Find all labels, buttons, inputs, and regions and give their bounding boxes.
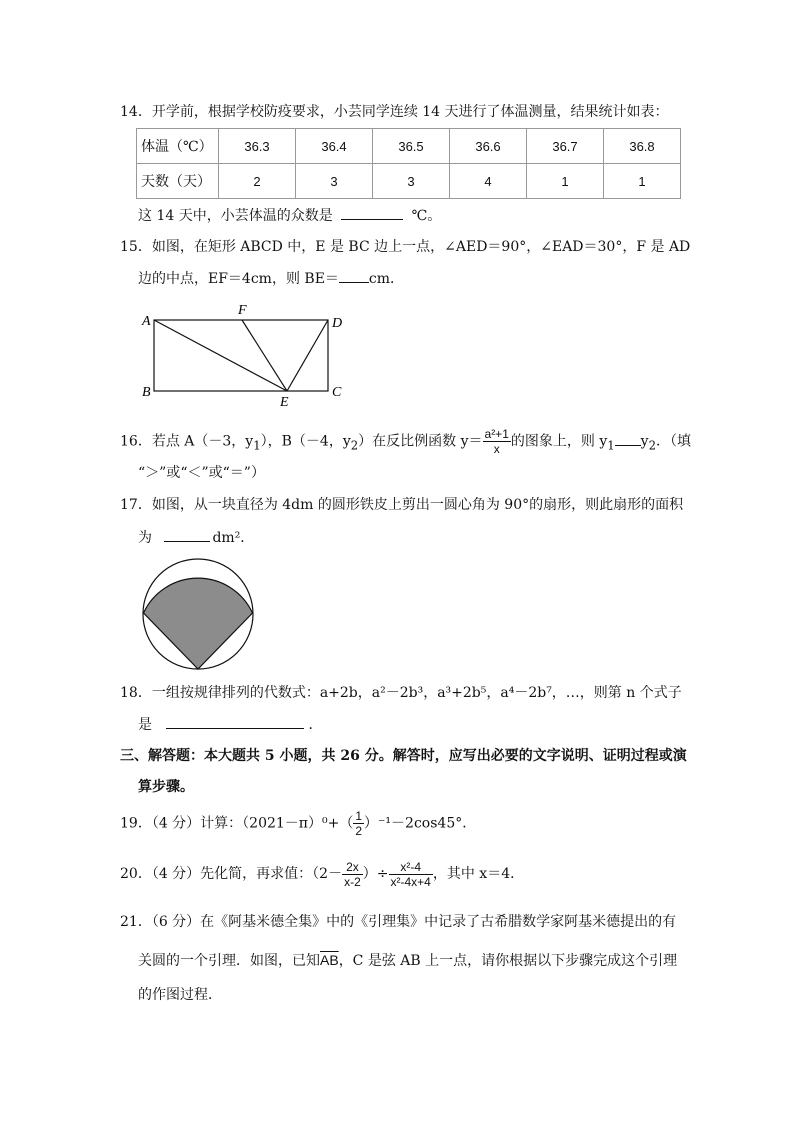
q15-line1: 15．如图，在矩形 ABCD 中，E 是 BC 边上一点，∠AED＝90°，∠EAD＝30°，F 是 AD: [120, 239, 691, 255]
answer-blank[interactable]: [166, 714, 304, 729]
answer-blank[interactable]: [339, 268, 369, 283]
q20-line: [120, 858, 524, 890]
q16-line1: 16．若点 A（－3，$y_1$），B（－4，$y_2$）在反比例函数 y＝ $\frac{\text{a²+1}}{x}$ 的图象上，则 $y_1$ $y_2$．（填: [120, 427, 691, 456]
section3-line1: 三、解答题：本大题共 5 小题，共 26 分。解答时，应写出必要的文字说明、证明过程或演: [120, 748, 687, 764]
q21-line2: [138, 950, 677, 971]
q19-line: [120, 809, 476, 838]
table-cell: 2: [219, 164, 296, 199]
answer-blank[interactable]: [164, 527, 210, 542]
table-cell: 36.7: [527, 129, 604, 164]
q18-line1: 18．一组按规律排列的代数式：a+2b，a²－2b³，a³+2b⁵，a⁴－2b⁷，…，则第 n 个式子: [120, 685, 682, 701]
q21-text: ，C 是弦 AB 上一点，请你根据以下步骤完成这个引理: [338, 953, 678, 969]
q19-text: 19．（4 分）计算：（2021－π）⁰+（: [120, 815, 354, 832]
q21-line3: 的作图过程．: [138, 987, 222, 1003]
q16-text: 16．若点 A（－3，y: [120, 433, 254, 450]
label-b: B: [142, 385, 151, 400]
table-header-days: 天数（天）: [137, 164, 219, 199]
rectangle-figure: [138, 300, 358, 410]
q14-unit: ℃。: [411, 208, 442, 224]
fraction-denominator: x: [493, 442, 500, 456]
table-cell: 36.5: [373, 129, 450, 164]
q16-text: ），B（－4，y: [260, 433, 351, 450]
q20-fraction-2: [389, 860, 433, 889]
segment-ae: [154, 320, 287, 391]
q15-line2a: 边的中点，EF＝4cm，则 BE＝: [138, 271, 339, 287]
arc-ab: $\overline{AB}$: [320, 952, 339, 968]
segment-fe: [242, 320, 287, 391]
q20-fraction-1: [342, 860, 363, 889]
table-header-temperature: 体温（℃）: [137, 129, 219, 164]
q18-text: ．: [308, 717, 323, 733]
fraction-numerator: 2x: [342, 860, 363, 875]
q17-text: dm²．: [212, 530, 255, 546]
fraction-denominator: 2: [355, 824, 363, 838]
q21-line1: 21．（6 分）在《阿基米德全集》中的《引理集》中记录了古希腊数学家阿基米德提出的有: [120, 914, 677, 930]
label-e: E: [280, 395, 289, 410]
q20-text: ）÷: [362, 866, 389, 882]
answer-blank[interactable]: [341, 205, 403, 220]
q18-line2: [138, 714, 322, 735]
table-cell: 36.4: [296, 129, 373, 164]
q16-text: 的图象上，则 y: [510, 433, 608, 450]
q16-text: ．（填: [656, 433, 691, 450]
q20-text: 20．（4 分）先化简，再求值：（2－: [120, 866, 343, 882]
section3-line2: 算步骤。: [138, 779, 194, 795]
q16-sub: 2: [350, 438, 359, 453]
table-cell: 1: [527, 164, 604, 199]
label-c: C: [332, 385, 342, 400]
fraction-numerator: 1: [355, 809, 363, 823]
q19-fraction: [353, 809, 364, 838]
q16-line2: “＞”或“＜”或“＝”）: [138, 465, 265, 481]
q15-line2: [138, 268, 404, 289]
label-a: A: [142, 314, 151, 329]
q16-text: ）在反比例函数 y＝: [358, 433, 483, 450]
q21-text: 关圆的一个引理．如图，已知: [138, 953, 320, 969]
q14-stem: 14．开学前，根据学校防疫要求，小芸同学连续 14 天进行了体温测量，结果统计如表：: [120, 104, 669, 120]
sector: [144, 578, 253, 669]
q17-line2: [138, 527, 254, 548]
fraction-numerator: a²+1: [484, 427, 509, 441]
table-cell: 4: [450, 164, 527, 199]
q16-fraction: [483, 427, 511, 456]
table-cell: 3: [296, 164, 373, 199]
temperature-table: [136, 128, 681, 199]
label-d: D: [332, 316, 343, 331]
fraction-denominator: x²-4x+4: [390, 874, 431, 889]
table-row: [137, 129, 681, 164]
answer-blank[interactable]: [615, 431, 641, 446]
q16-sub: 1: [607, 438, 615, 453]
circle-sector-figure: [138, 558, 258, 678]
table-cell: 3: [373, 164, 450, 199]
q16-sub: 1: [253, 438, 261, 453]
fraction-denominator: x-2: [344, 874, 361, 889]
q20-text: ，其中 x＝4．: [432, 866, 525, 882]
q15-line2b: cm．: [368, 271, 405, 287]
table-row: [137, 164, 681, 199]
rectangle-abcd: [154, 320, 328, 391]
label-f: F: [238, 303, 247, 318]
q18-text: 是: [138, 717, 152, 733]
q16-sub: 2: [648, 438, 656, 453]
q17-line1: 17．如图，从一块直径为 4dm 的圆形铁皮上剪出一圆心角为 90°的扇形，则此扇形的面积: [120, 497, 684, 513]
q17-text: 为: [138, 530, 152, 546]
q19-text: ）⁻¹－2cos45°．: [364, 815, 477, 832]
fraction-numerator: x²-4: [389, 860, 433, 875]
q14-question: 这 14 天中，小芸体温的众数是: [138, 208, 333, 224]
table-cell: 36.6: [450, 129, 527, 164]
segment-de: [287, 320, 328, 391]
table-cell: 36.3: [219, 129, 296, 164]
q14-question-line: [138, 205, 441, 226]
table-cell: 1: [604, 164, 681, 199]
table-cell: 36.8: [604, 129, 681, 164]
